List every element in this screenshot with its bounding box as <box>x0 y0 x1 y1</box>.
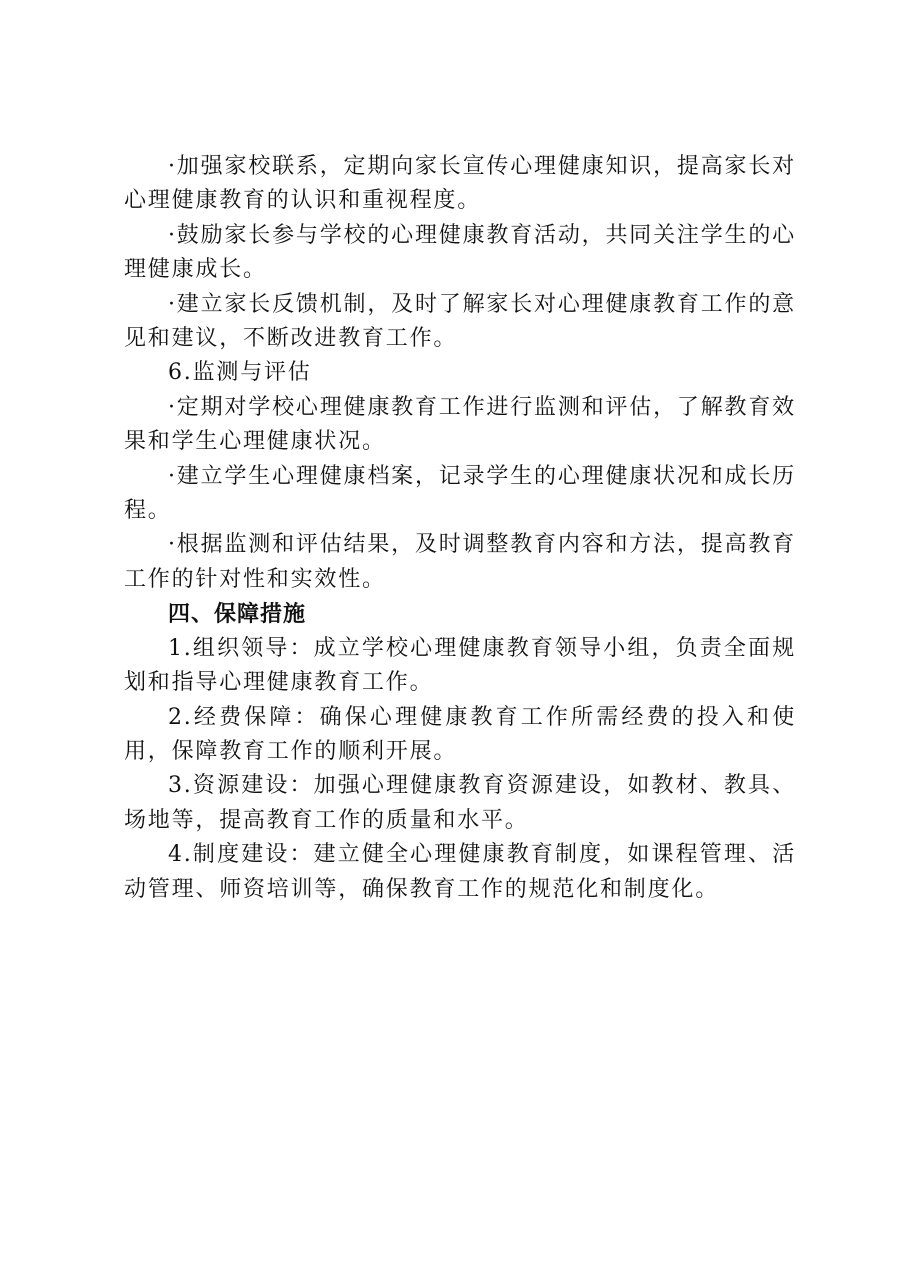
document-page <box>124 150 796 907</box>
paragraph-organization: 1.组织领导：成立学校心理健康教育领导小组，负责全面规划和指导心理健康教育工作。 <box>124 635 796 696</box>
paragraph-adjust-content: ·根据监测和评估结果，及时调整教育内容和方法，提高教育工作的针对性和实效性。 <box>124 532 796 592</box>
paragraph-funding: 2.经费保障：确保心理健康教育工作所需经费的投入和使用，保障教育工作的顺利开展。 <box>124 704 796 764</box>
paragraph-regular-monitoring: ·定期对学校心理健康教育工作进行监测和评估，了解教育效果和学生心理健康状况。 <box>124 394 796 455</box>
paragraph-student-records: ·建立学生心理健康档案，记录学生的心理健康状况和成长历程。 <box>124 463 796 524</box>
section-heading-safeguards: 四、保障措施 <box>168 601 307 628</box>
section-heading-monitoring: 6.监测与评估 <box>168 360 312 386</box>
paragraph-resources: 3.资源建设：加强心理健康教育资源建设，如教材、教具、场地等，提高教育工作的质量和水平。 <box>124 773 796 833</box>
paragraph-parent-participation: ·鼓励家长参与学校的心理健康教育活动，共同关注学生的心理健康成长。 <box>124 222 796 283</box>
paragraph-parent-feedback: ·建立家长反馈机制，及时了解家长对心理健康教育工作的意见和建议，不断改进教育工作。 <box>124 291 796 352</box>
paragraph-home-school-contact: ·加强家校联系，定期向家长宣传心理健康知识，提高家长对心理健康教育的认识和重视程度。 <box>124 154 796 214</box>
paragraph-system-building: 4.制度建设：建立健全心理健康教育制度，如课程管理、活动管理、师资培训等，确保教育工作的规范化和制度化。 <box>124 842 796 902</box>
